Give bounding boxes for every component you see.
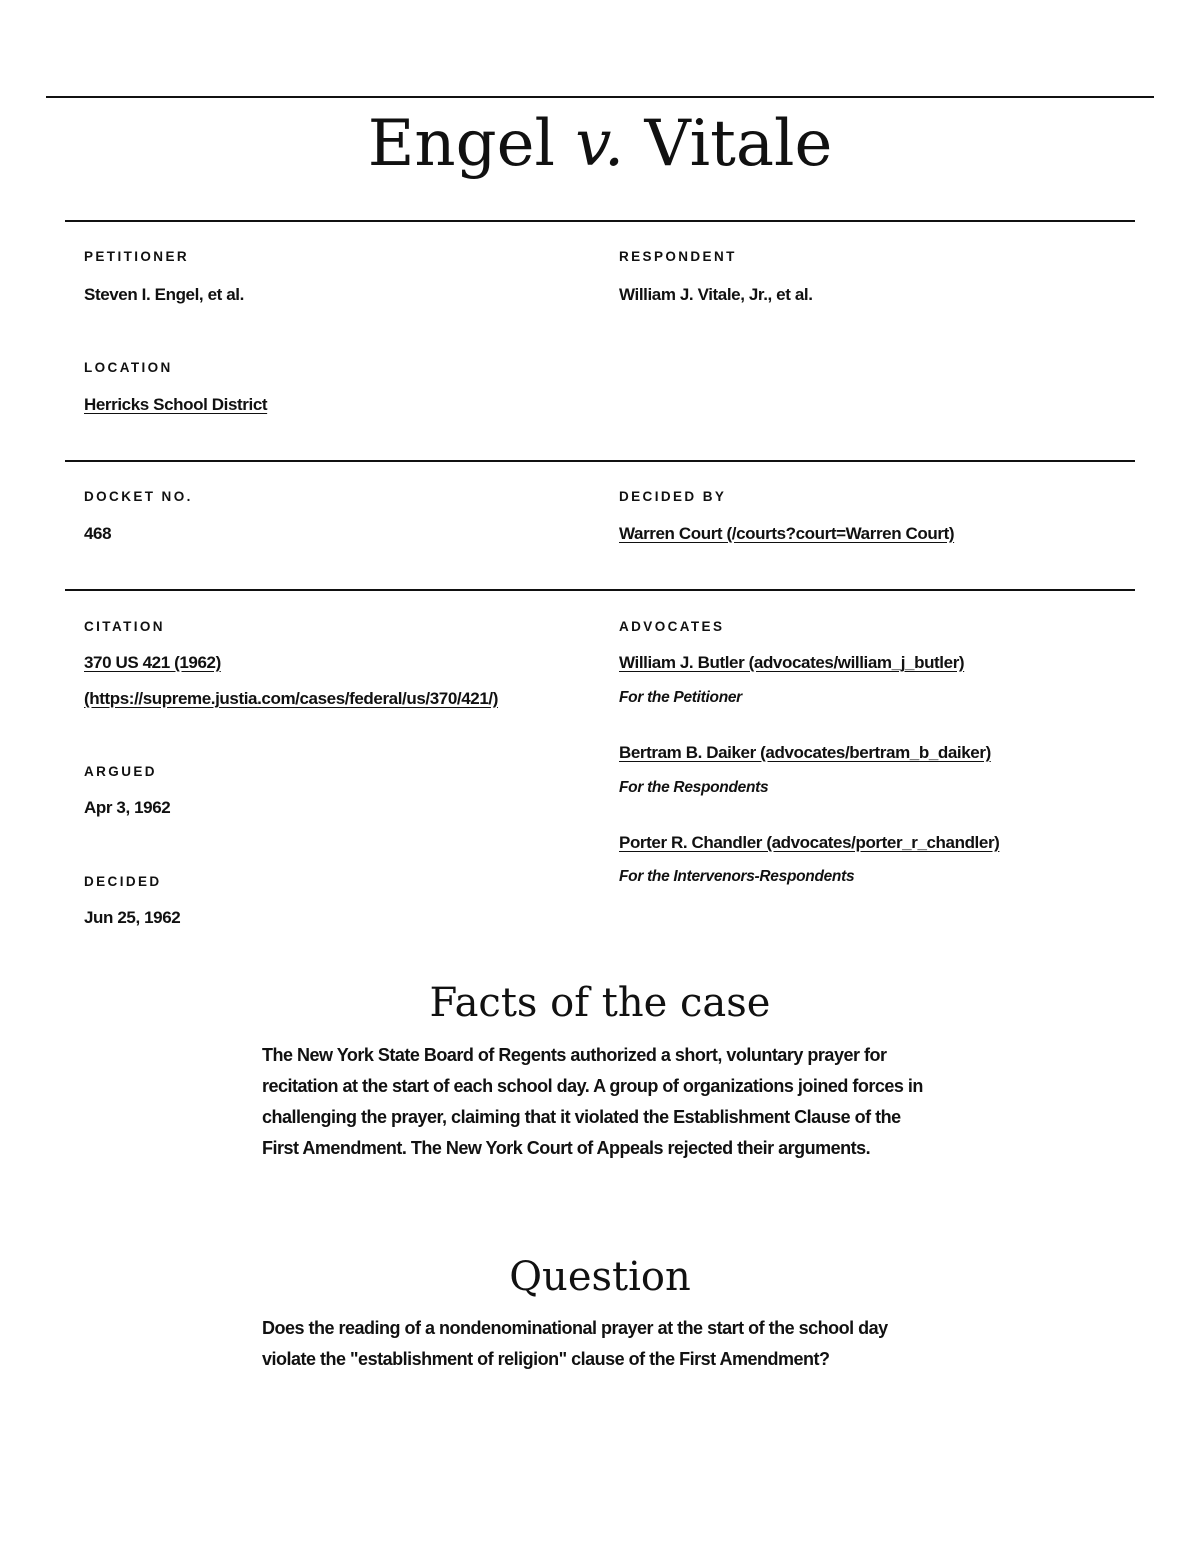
advocate-link[interactable]: Porter R. Chandler (advocates/porter_r_chandler) — [619, 833, 1000, 852]
facts-text: The New York State Board of Regents authorized a short, voluntary prayer for recitation at the start of each school day. A group of organizations joined forces in challenging the prayer, claiming that it violated the Establishment Clause of the First Amendment. The New York Court of Appeals rejected their arguments. — [262, 1045, 923, 1158]
argued-value: Apr 3, 1962 — [84, 798, 171, 817]
decided-value: Jun 25, 1962 — [84, 908, 181, 927]
advocate-role: For the Petitioner — [619, 689, 742, 706]
advocates-label: ADVOCATES — [619, 619, 725, 634]
advocate-link[interactable]: William J. Butler (advocates/william_j_butler) — [619, 653, 965, 672]
respondent-value: William J. Vitale, Jr., et al. — [619, 285, 813, 304]
case-title-petitioner: Engel — [367, 107, 555, 181]
question-heading: Question — [509, 1254, 691, 1300]
case-title-respondent: Vitale — [644, 107, 833, 181]
location-link[interactable]: Herricks School District — [84, 395, 268, 414]
section-divider — [65, 589, 1135, 591]
citation-url-link[interactable]: (https://supreme.justia.com/cases/federal/us/370/421/) — [84, 689, 498, 708]
citation-label: CITATION — [84, 619, 165, 634]
section-divider — [65, 220, 1135, 222]
respondent-label: RESPONDENT — [619, 249, 737, 264]
case-title-versus: v. — [575, 107, 625, 181]
decided-label: DECIDED — [84, 874, 162, 889]
advocate-link[interactable]: Bertram B. Daiker (advocates/bertram_b_daiker) — [619, 743, 991, 762]
docket-label: DOCKET NO. — [84, 489, 193, 504]
docket-value: 468 — [84, 524, 112, 543]
facts-heading: Facts of the case — [429, 980, 771, 1026]
advocate-role: For the Intervenors-Respondents — [619, 868, 855, 885]
section-divider — [65, 460, 1135, 462]
petitioner-value: Steven I. Engel, et al. — [84, 285, 244, 304]
case-title — [0, 104, 1200, 184]
top-rule — [46, 96, 1154, 98]
petitioner-label: PETITIONER — [84, 249, 190, 264]
citation-link[interactable]: 370 US 421 (1962) — [84, 653, 221, 672]
argued-label: ARGUED — [84, 764, 157, 779]
advocate-role: For the Respondents — [619, 779, 769, 796]
decided-by-link[interactable]: Warren Court (/courts?court=Warren Court) — [619, 524, 955, 543]
question-text: Does the reading of a nondenominational prayer at the start of the school day violate the "establishment of religion" clause of the First Amendment? — [262, 1318, 888, 1369]
decided-by-label: DECIDED BY — [619, 489, 727, 504]
location-label: LOCATION — [84, 360, 173, 375]
